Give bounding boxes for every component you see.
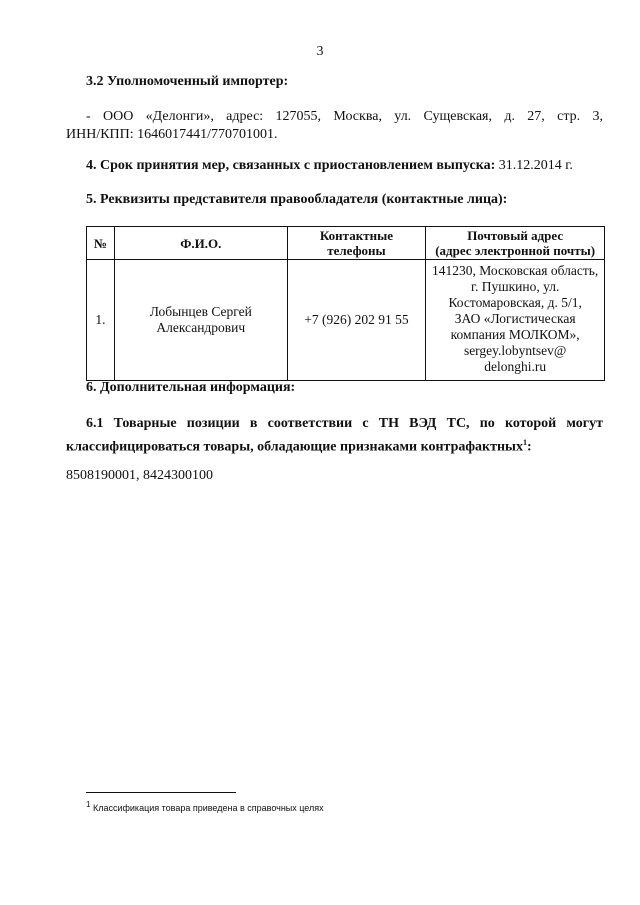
footnote-ref: 1: [523, 438, 527, 447]
header-phones-line-1: Контактные: [319, 228, 393, 243]
address-line: 141230, Московская область,: [432, 263, 599, 278]
header-address-line-1: Почтовый адрес: [467, 228, 564, 243]
header-address-line-2: (адрес электронной почты): [435, 243, 596, 258]
footnote-divider: [86, 792, 236, 793]
page-number: 3: [316, 44, 324, 59]
contacts-table: [86, 226, 605, 381]
row-address: [426, 260, 605, 381]
header-phones: [287, 227, 426, 260]
section-4-label: 4. Срок принятия мер, связанных с приостановлением выпуска:: [86, 158, 496, 173]
importer-line-1: - ООО «Делонги», адрес: 127055, Москва, ул. Сущевская, д. 27, стр. 3,: [86, 109, 603, 124]
header-address: [426, 227, 605, 260]
table-row: [87, 260, 605, 381]
section-6-heading: 6. Дополнительная информация:: [86, 380, 296, 395]
footnote-mark: 1: [86, 800, 91, 809]
footnote: [86, 800, 324, 813]
address-line: sergey.lobyntsev@: [463, 343, 567, 358]
row-fio-line-2: Александрович: [156, 320, 246, 335]
section-4-value: 31.12.2014 г.: [498, 158, 573, 173]
address-line: delonghi.ru: [484, 359, 547, 374]
footnote-text: Классификация товара приведена в справочных целях: [92, 803, 324, 813]
tn-ved-codes: 8508190001, 8424300100: [66, 468, 213, 483]
section-6-1-colon: :: [527, 439, 532, 455]
header-num: №: [87, 227, 115, 260]
section-6-1-line-2: [66, 433, 532, 458]
address-line: компания МОЛКОМ»,: [450, 327, 580, 342]
header-phones-line-2: телефоны: [327, 243, 386, 258]
address-line: ЗАО «Логистическая: [454, 311, 576, 326]
importer-line-2: ИНН/КПП: 1646017441/770701001.: [66, 127, 278, 142]
header-fio: Ф.И.О.: [114, 227, 287, 260]
table-header-row: [87, 227, 605, 260]
importer-heading: 3.2 Уполномоченный импортер:: [86, 74, 289, 89]
section-6-1-line-2-text: классифицироваться товары, обладающие признаками контрафактных: [66, 439, 523, 455]
row-phone: +7 (926) 202 91 55: [287, 260, 426, 381]
address-line: Костомаровская, д. 5/1,: [448, 295, 582, 310]
address-line: г. Пушкино, ул.: [470, 279, 560, 294]
row-fio: [114, 260, 287, 381]
row-num: 1.: [87, 260, 115, 381]
section-4: [86, 158, 573, 174]
section-6-1-line-1: 6.1 Товарные позиции в соответствии с ТН ВЭД ТС, по которой могут: [86, 416, 603, 431]
row-fio-line-1: Лобынцев Сергей: [149, 304, 252, 319]
section-5-heading: 5. Реквизиты представителя правообладателя (контактные лица):: [86, 192, 508, 207]
